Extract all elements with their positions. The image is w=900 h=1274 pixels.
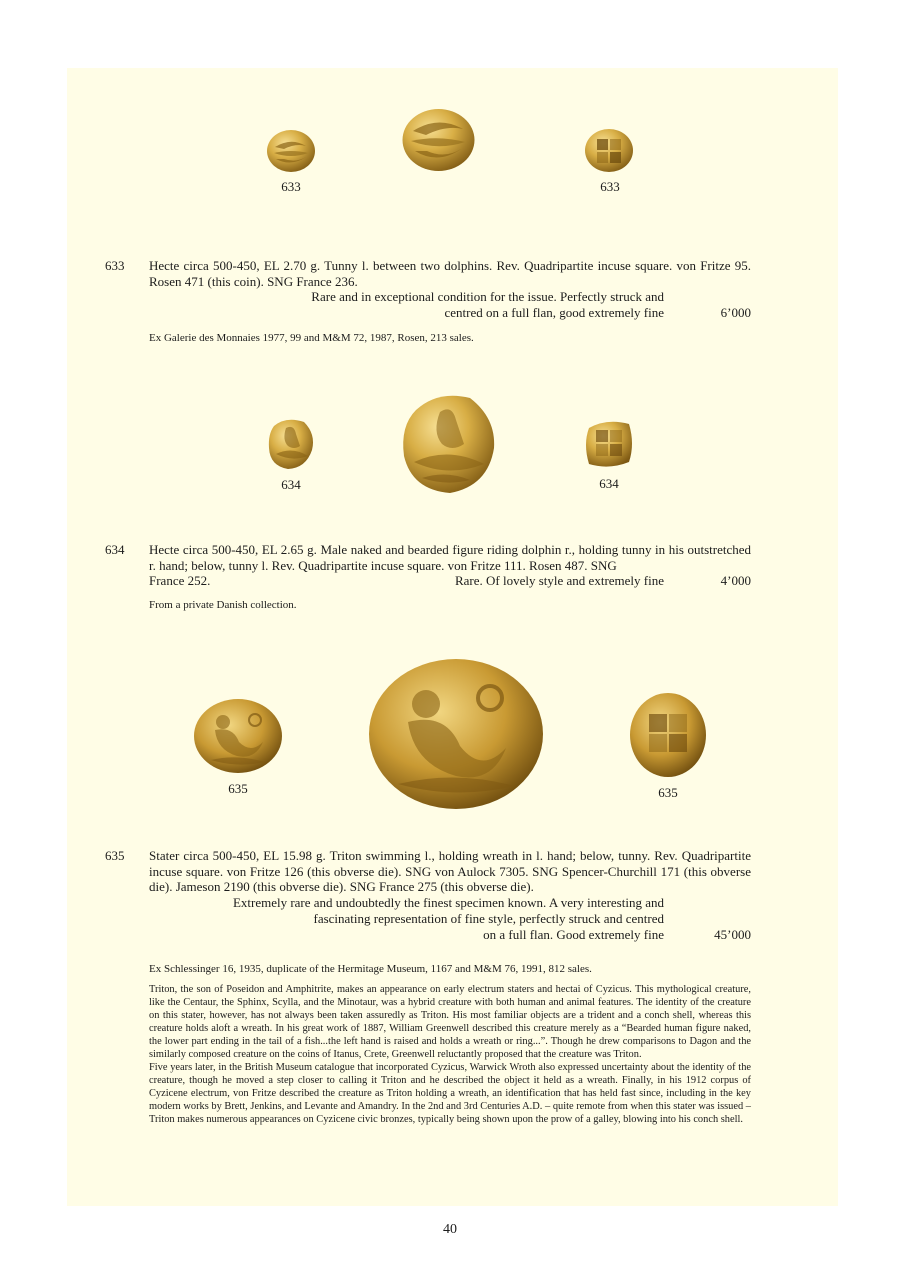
note-paragraph: Triton, the son of Poseidon and Amphitrite, makes an appearance on early electrum staters and hectai of Cyzicus. This mythological creature, like the Centaur, the Sphinx, Scylla, and the Minotaur, was a hybrid creature with both human and animal features. The identity of the creature on this stater, however, has not always been taken assuredly as Triton. His most familiar objects are a trident and a conch shell, whereas this creature holds aloft a wreath. In his great work of 1887, William Greenwell described this creature merely as a “Bearded human figure naked, the lower part ending in the tail of a fish...the left hand is raised and holds a wreath or ring...”. Though he drew comparisons to Dagon and the similarly composed creature on the coins of Itanus, Crete, Greenwell reluctantly proposed that the creature was Triton. bbox=[149, 984, 751, 1060]
coin-634-obverse-small bbox=[266, 416, 316, 471]
coin-633-obverse-small bbox=[266, 129, 316, 173]
coin-634-obverse-enlarged bbox=[400, 390, 498, 495]
coin-634-reverse bbox=[583, 418, 635, 470]
lot-remark-line: Rare and in exceptional condition for the issue. Perfectly struck and bbox=[311, 289, 664, 304]
lot-description: Hecte circa 500-450, EL 2.70 g. Tunny l. between two dolphins. Rev. Quadripartite incuse square. von Fritze 95. Rosen 471 (this coin). SNG France 236. bbox=[149, 258, 751, 289]
lot-remark-line: Extremely rare and undoubtedly the finest specimen known. A very interesting and bbox=[232, 895, 664, 910]
lot-number: 633 bbox=[105, 258, 125, 273]
coin-633-reverse bbox=[584, 128, 634, 173]
lot-price: 4’000 bbox=[720, 573, 751, 588]
lot-provenance: Ex Schlessinger 16, 1935, duplicate of the Hermitage Museum, 1167 and M&M 76, 1991, 812 sales. bbox=[149, 963, 592, 975]
coin-label-obverse: 634 bbox=[281, 477, 301, 492]
coin-635-reverse bbox=[629, 692, 707, 778]
lot-description-tail: France 252. bbox=[149, 573, 211, 588]
note-paragraph: Five years later, in the British Museum catalogue that incorporated Cyzicus, Warwick Wroth also expressed uncertainty about the identity of the creature, though he moved a step closer to calling it Triton and he described the object it held as a wreath. Finally, in his 1912 corpus of Cyzicene electrum, von Fritze described the creature as Triton holding a wreath, an identification that has held fast since, including in the key modern works by Brett, Jenkins, and Levante and Amandry. In the 2nd and 3rd Centuries A.D. – quite remote from when this stater was issued – Triton makes numerous appearances on Cyzicene civic bronzes, typically being shown upon the prow of a galley, blowing into his conch shell. bbox=[149, 1062, 751, 1125]
lot-number: 635 bbox=[105, 848, 125, 863]
coin-label-obverse: 633 bbox=[281, 179, 301, 194]
coin-label-reverse: 634 bbox=[599, 476, 619, 491]
lot-remark: Rare. Of lovely style and extremely fine bbox=[454, 573, 664, 588]
lot-remark-line: fascinating representation of fine style, perfectly struck and centred bbox=[313, 911, 664, 926]
coin-635-obverse-small bbox=[193, 698, 283, 774]
lot-description: Stater circa 500-450, EL 15.98 g. Triton swimming l., holding wreath in l. hand; below, tunny. Rev. Quadripartite incuse square. von Fritze 126 (this obverse die). SNG von Aulock 7305. SNG Spencer-Churchill 171 (this obverse die). Jameson 2190 (this obverse die). SNG France 275 (this obverse die). bbox=[149, 848, 751, 894]
lot-provenance: Ex Galerie des Monnaies 1977, 99 and M&M 72, 1987, Rosen, 213 sales. bbox=[149, 332, 474, 344]
coin-label-obverse: 635 bbox=[228, 781, 248, 796]
lot-historical-note bbox=[149, 983, 751, 1126]
coin-633-obverse-enlarged bbox=[401, 107, 476, 173]
lot-remark-line: on a full flan. Good extremely fine bbox=[483, 927, 664, 942]
lot-description: Hecte circa 500-450, EL 2.65 g. Male naked and bearded figure riding dolphin r., holding tunny in his outstretched r. hand; below, tunny l. Rev. Quadripartite incuse square. von Fritze 111. Rosen 487. SNG bbox=[149, 542, 751, 573]
lot-provenance: From a private Danish collection. bbox=[149, 599, 297, 611]
coin-label-reverse: 633 bbox=[600, 179, 620, 194]
lot-price: 45’000 bbox=[714, 927, 751, 942]
coin-label-reverse: 635 bbox=[658, 785, 678, 800]
lot-price: 6’000 bbox=[720, 305, 751, 320]
page-number: 40 bbox=[443, 1222, 457, 1237]
coin-635-obverse-enlarged bbox=[368, 658, 544, 810]
lot-remark-line: centred on a full flan, good extremely fine bbox=[444, 305, 664, 320]
lot-number: 634 bbox=[105, 542, 125, 557]
